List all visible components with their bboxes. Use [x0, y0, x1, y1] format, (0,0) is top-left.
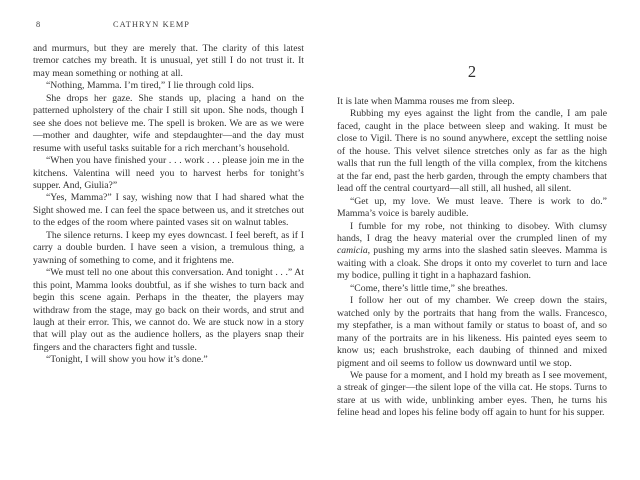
right-page-body: [337, 96, 607, 420]
page-number: 8: [36, 20, 41, 29]
paragraph: It is late when Mamma rouses me from sleep.: [337, 96, 515, 107]
paragraph: “Tonight, I will show you how it’s done.”: [46, 354, 208, 366]
paragraph: “Nothing, Mamma. I’m tired,” I lie through cold lips.: [46, 80, 254, 92]
running-header-author: CATHRYN KEMP: [112, 20, 191, 29]
paragraph: I follow her out of my chamber. We creep down the stairs, watched only by the portraits that hang from the walls. Francesco, my stepfather, is a man without family or status to boast of, and so many of the portraits are in his likeness. His painted eyes seem to know us; each brushstroke, each daubing of thinned and mixed pigment and oil seems to follow us downward until we stop.: [337, 295, 607, 369]
paragraph: and murmurs, but they are merely that. The clarity of this latest tremor catches my breath. It is unusual, yet still I do not trust it. It may mean something or nothing at all.: [33, 43, 304, 79]
left-page: [33, 20, 304, 367]
paragraph-text: I fumble for my robe, not thinking to disobey. With clumsy hands, I drag the heavy material over the crumpled linen of my: [337, 220, 607, 244]
paragraph: She drops her gaze. She stands up, placing a hand on the patterned upholstery of the chair I still sit upon. She nods, though I see she does not believe me. The spell is broken. We are as we were—mother and daughter, wife and stepdaughter—and the day must resume with useful tasks suitable for a rich merchant’s household.: [33, 92, 304, 154]
right-page: [337, 62, 607, 420]
running-head: [33, 20, 304, 31]
paragraph: We pause for a moment, and I hold my breath as I see movement, a streak of ginger—the silent lope of the villa cat. He stops. Turns to stare at us with wide, unblinking amber eyes. Then, he turns his feline head and lopes his feline body off again to hunt for his supper.: [337, 369, 607, 419]
paragraph: “Yes, Mamma?” I say, wishing now that I had shared what the Sight showed me. I can feel the space between us, and it stretches out to the edges of the room where painted vases sit on walnut tables.: [33, 192, 304, 229]
left-page-body: [33, 43, 304, 367]
paragraph: The silence returns. I keep my eyes downcast. I feel bereft, as if I carry a double burden. I have seen a vision, a tremulous thing, a yawning of something to come, and it frightens me.: [33, 229, 304, 266]
paragraph: “When you have finished your . . . work . . . please join me in the kitchens. Valentina will need you to harvest herbs for tonight’s supper. And, Giulia?”: [33, 155, 304, 191]
italic-term: camicia: [337, 245, 368, 257]
paragraph: “Come, there’s little time,” she breathes.: [350, 282, 508, 294]
paragraph-text: , pushing my arms into the slashed satin sleeves. Mamma is waiting with a cloak. She drops it onto my coverlet to turn and lace my bodice, pulling it tight in a haphazard fashion.: [337, 245, 607, 282]
paragraph: Rubbing my eyes against the light from the candle, I am pale faced, caught in the place between sleep and waking. It must be close to Vigil. There is no sound anywhere, except the settling noise of the house. This velvet silence stretches only as far as the high walls that run the full length of the villa complex, from the kitchens at the far end, past the herb garden, through the empty chambers that lead off the central courtyard—all still, all hushed, all silent.: [337, 108, 607, 195]
paragraph: “Get up, my love. We must leave. There is work to do.” Mamma’s voice is barely audible.: [337, 195, 607, 220]
paragraph: [337, 221, 607, 283]
paragraph: “We must tell no one about this conversation. And tonight . . .” At this point, Mamma looks doubtful, as if she wishes to turn back and begin this scene again. Perhaps in the theater, the players may withdraw from the stage, may go back on their words, and strut and laugh at their error. This, we cannot do. We are stuck now in a story that will play out as the audience hollers, as the players snap their fingers and the characters fight and tussle.: [33, 267, 304, 353]
chapter-number: 2: [467, 62, 477, 81]
